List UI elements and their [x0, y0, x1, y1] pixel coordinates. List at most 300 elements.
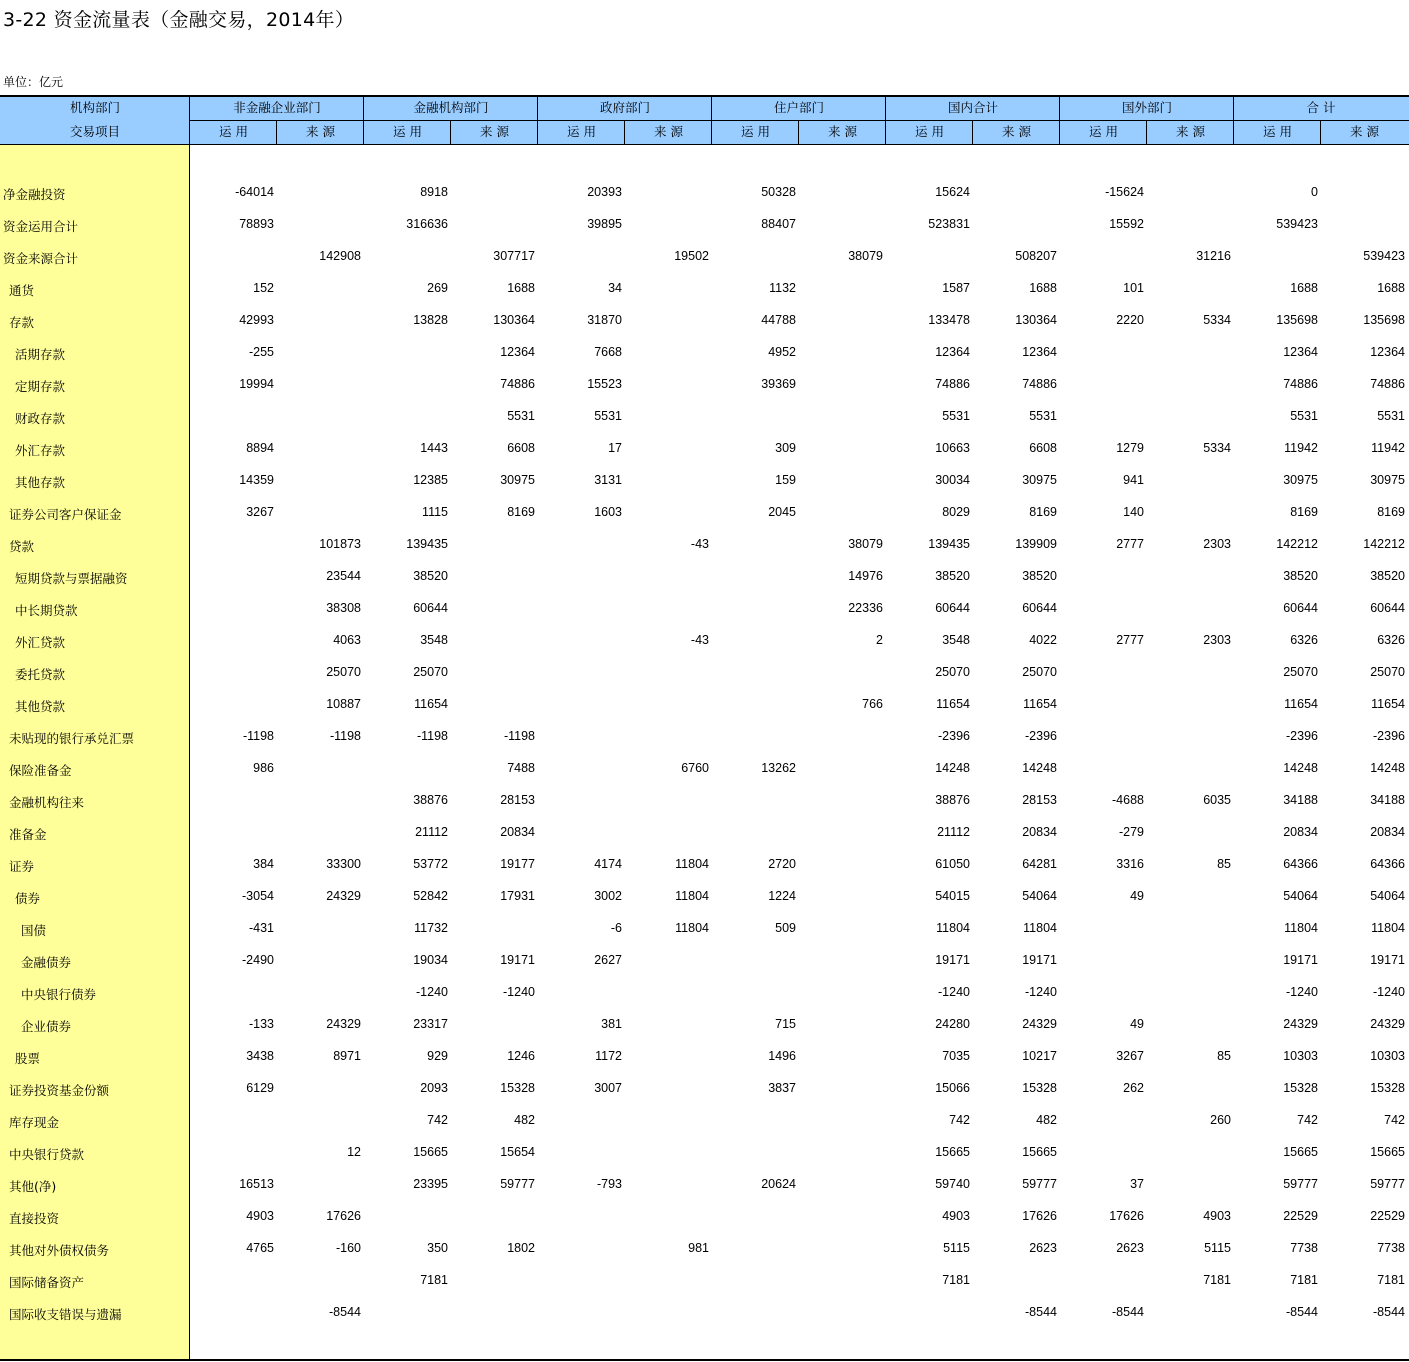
table-cell: 539423	[1276, 217, 1318, 231]
table-cell: 5531	[1290, 409, 1318, 423]
table-cell: -8544	[329, 1305, 361, 1319]
table-row	[0, 849, 1409, 881]
table-cell: 15654	[500, 1145, 535, 1159]
table-cell: 50328	[761, 185, 796, 199]
table-cell: 52842	[413, 889, 448, 903]
table-cell: -8544	[1112, 1305, 1144, 1319]
table-cell: 19171	[1022, 953, 1057, 967]
table-cell: 10303	[1283, 1049, 1318, 1063]
table-cell: 130364	[493, 313, 535, 327]
table-cell: 8971	[333, 1049, 361, 1063]
table-cell: 11942	[1371, 441, 1405, 455]
table-cell: 25070	[935, 665, 970, 679]
table-cell: 19177	[500, 857, 535, 871]
table-cell: 742	[427, 1113, 448, 1127]
table-cell: 74886	[1022, 377, 1057, 391]
table-cell: 4952	[768, 345, 796, 359]
table-cell: 21112	[415, 825, 448, 839]
header-sector: 政府部门	[599, 100, 650, 115]
table-cell: 4022	[1029, 633, 1057, 647]
table-cell: 8918	[420, 185, 448, 199]
table-row	[0, 1105, 1409, 1137]
header-use: 运 用	[1089, 124, 1118, 139]
table-cell: 19171	[1370, 953, 1405, 967]
table-cell: 38520	[935, 569, 970, 583]
header-source: 来 源	[480, 124, 509, 139]
table-row	[0, 881, 1409, 913]
table-cell: 14248	[1022, 761, 1057, 775]
table-cell: 5531	[594, 409, 622, 423]
table-cell: 17	[608, 441, 622, 455]
table-cell: 19994	[239, 377, 274, 391]
header-col-divider	[276, 121, 277, 145]
table-cell: 30975	[1022, 473, 1057, 487]
table-cell: 159	[775, 473, 796, 487]
table-cell: 60644	[1283, 601, 1318, 615]
header-use: 运 用	[219, 124, 248, 139]
table-cell: 38520	[1283, 569, 1318, 583]
table-cell: 11804	[1284, 921, 1318, 935]
table-cell: 17931	[500, 889, 535, 903]
table-cell: 31870	[587, 313, 622, 327]
row-label: 证券公司客户保证金	[9, 507, 122, 522]
table-cell: 74886	[500, 377, 535, 391]
table-cell: 12364	[1283, 345, 1318, 359]
row-label: 资金运用合计	[3, 219, 79, 234]
table-cell: 135698	[1276, 313, 1318, 327]
table-cell: 4765	[246, 1241, 274, 1255]
header-sector-divider	[1233, 97, 1234, 145]
header-sector: 合 计	[1306, 100, 1336, 115]
table-cell: 262	[1123, 1081, 1144, 1095]
header-sector-divider	[363, 97, 364, 145]
table-cell: 12385	[413, 473, 448, 487]
row-label: 财政存款	[15, 411, 66, 426]
table-row	[0, 561, 1409, 593]
table-cell: 74886	[1370, 377, 1405, 391]
table-cell: 38520	[1022, 569, 1057, 583]
table-cell: 59777	[1283, 1177, 1318, 1191]
table-cell: 13262	[761, 761, 796, 775]
row-label: 贷款	[9, 539, 35, 554]
table-cell: 15328	[1283, 1081, 1318, 1095]
table-cell: 88407	[761, 217, 796, 231]
table-cell: 4903	[942, 1209, 970, 1223]
table-cell: 14248	[935, 761, 970, 775]
table-cell: 3002	[594, 889, 622, 903]
table-cell: 3267	[1116, 1049, 1144, 1063]
header-source: 来 源	[654, 124, 683, 139]
table-cell: 6326	[1290, 633, 1318, 647]
table-cell: 25070	[1283, 665, 1318, 679]
header-sector: 国外部门	[1121, 100, 1172, 115]
table-cell: 133478	[928, 313, 970, 327]
table-cell: 11654	[1284, 697, 1318, 711]
row-label: 定期存款	[15, 379, 66, 394]
unit-label: 单位：亿元	[3, 75, 64, 89]
table-cell: 24329	[326, 889, 361, 903]
table-cell: 15328	[500, 1081, 535, 1095]
header-col-divider	[1146, 121, 1147, 145]
table-cell: 34188	[1283, 793, 1318, 807]
table-cell: -1198	[416, 729, 448, 743]
table-cell: 2303	[1203, 633, 1231, 647]
table-row	[0, 273, 1409, 305]
table-cell: -1240	[938, 985, 970, 999]
table-cell: -2490	[242, 953, 274, 967]
header-sector-divider	[189, 97, 190, 145]
table-cell: 22336	[848, 601, 883, 615]
table-row	[0, 1041, 1409, 1073]
table-cell: 2	[876, 633, 883, 647]
table-cell: 1443	[420, 441, 448, 455]
table-cell: 140	[1123, 505, 1144, 519]
table-cell: 1496	[768, 1049, 796, 1063]
table-cell: 59777	[500, 1177, 535, 1191]
table-row	[0, 913, 1409, 945]
table-cell: 539423	[1363, 249, 1405, 263]
header-sector: 金融机构部门	[413, 100, 489, 115]
table-cell: 12364	[500, 345, 535, 359]
table-cell: -2396	[1373, 729, 1405, 743]
table-cell: 12364	[1370, 345, 1405, 359]
table-cell: 139435	[928, 537, 970, 551]
table-cell: 142212	[1363, 537, 1405, 551]
table-row	[0, 1297, 1409, 1329]
table-cell: -6	[610, 921, 622, 935]
table-cell: -43	[690, 537, 709, 551]
table-cell: 1688	[1377, 281, 1405, 295]
table-cell: 59777	[1022, 1177, 1057, 1191]
table-cell: 20834	[1022, 825, 1057, 839]
table-cell: 6326	[1377, 633, 1405, 647]
table-cell: 139435	[406, 537, 448, 551]
table-cell: 7181	[942, 1273, 970, 1287]
table-row	[0, 817, 1409, 849]
table-cell: 2627	[594, 953, 622, 967]
table-cell: 1224	[768, 889, 796, 903]
table-cell: 12	[347, 1145, 361, 1159]
table-cell: 7181	[1377, 1273, 1405, 1287]
table-cell: 3007	[594, 1081, 622, 1095]
table-row	[0, 625, 1409, 657]
header-col-divider	[450, 121, 451, 145]
table-cell: 64281	[1022, 857, 1057, 871]
table-cell: 130364	[1015, 313, 1057, 327]
table-cell: 15328	[1022, 1081, 1057, 1095]
table-cell: 1172	[595, 1049, 622, 1063]
table-cell: 1802	[507, 1241, 535, 1255]
table-cell: -2396	[938, 729, 970, 743]
table-cell: 10663	[935, 441, 970, 455]
row-label: 中央银行债券	[21, 987, 97, 1002]
row-label: 证券	[9, 859, 35, 874]
table-row	[0, 593, 1409, 625]
table-cell: 24329	[1370, 1017, 1405, 1031]
table-cell: 14248	[1370, 761, 1405, 775]
table-cell: 4903	[246, 1209, 274, 1223]
table-cell: 74886	[1283, 377, 1318, 391]
table-cell: 742	[1384, 1113, 1405, 1127]
table-cell: 3548	[420, 633, 448, 647]
table-cell: -279	[1118, 825, 1144, 839]
table-row	[0, 721, 1409, 753]
row-label: 国际收支错误与遗漏	[9, 1307, 122, 1322]
table-cell: 1246	[507, 1049, 535, 1063]
table-cell: 742	[949, 1113, 970, 1127]
table-cell: 30975	[500, 473, 535, 487]
table-cell: -133	[248, 1017, 274, 1031]
table-cell: 6608	[507, 441, 535, 455]
header-source: 来 源	[1176, 124, 1205, 139]
header-sector-divider	[1059, 97, 1060, 145]
row-label: 其他(净)	[9, 1179, 57, 1194]
table-cell: 7738	[1290, 1241, 1318, 1255]
table-cell: 11732	[414, 921, 448, 935]
table-cell: 10217	[1022, 1049, 1057, 1063]
table-cell: 5115	[943, 1241, 970, 1255]
table-cell: 742	[1297, 1113, 1318, 1127]
table-cell: 8169	[1029, 505, 1057, 519]
row-label: 股票	[15, 1051, 41, 1066]
table-cell: 17626	[326, 1209, 361, 1223]
header-use: 运 用	[915, 124, 944, 139]
table-cell: 5531	[942, 409, 970, 423]
header-use: 运 用	[1263, 124, 1292, 139]
table-cell: 11654	[936, 697, 970, 711]
header-source: 来 源	[828, 124, 857, 139]
row-label: 外汇存款	[15, 443, 66, 458]
table-cell: 11804	[675, 857, 709, 871]
header-sector-divider	[537, 97, 538, 145]
table-cell: 10303	[1370, 1049, 1405, 1063]
table-cell: 5115	[1204, 1241, 1231, 1255]
table-cell: 101	[1123, 281, 1144, 295]
table-cell: 34	[608, 281, 622, 295]
table-cell: 316636	[406, 217, 448, 231]
table-row	[0, 401, 1409, 433]
table-cell: 15665	[1283, 1145, 1318, 1159]
table-cell: 38520	[413, 569, 448, 583]
table-cell: 3131	[594, 473, 622, 487]
row-label: 短期贷款与票据融资	[15, 571, 128, 586]
table-cell: 20834	[1370, 825, 1405, 839]
table-cell: 4903	[1203, 1209, 1231, 1223]
header-col-divider	[798, 121, 799, 145]
table-cell: -1240	[1286, 985, 1318, 999]
header-use: 运 用	[741, 124, 770, 139]
table-cell: 15665	[1370, 1145, 1405, 1159]
table-cell: 766	[862, 697, 883, 711]
table-cell: 6608	[1029, 441, 1057, 455]
header-sector: 住户部门	[773, 100, 824, 115]
table-cell: 14976	[848, 569, 883, 583]
table-row	[0, 1137, 1409, 1169]
table-cell: 24329	[326, 1017, 361, 1031]
table-cell: 1279	[1116, 441, 1144, 455]
row-label: 库存现金	[9, 1115, 60, 1130]
table-row	[0, 1265, 1409, 1297]
table-cell: 2220	[1116, 313, 1144, 327]
header-use: 运 用	[393, 124, 422, 139]
table-cell: 19171	[935, 953, 970, 967]
table-cell: 269	[427, 281, 448, 295]
table-cell: 3267	[246, 505, 274, 519]
table-cell: 4063	[333, 633, 361, 647]
table-cell: 19034	[413, 953, 448, 967]
table-row	[0, 529, 1409, 561]
table-cell: 20834	[500, 825, 535, 839]
table-cell: 10887	[326, 697, 361, 711]
table-cell: 37	[1130, 1177, 1144, 1191]
table-row	[0, 497, 1409, 529]
table-cell: 142908	[319, 249, 361, 263]
table-cell: 25070	[1022, 665, 1057, 679]
table-cell: 16513	[239, 1177, 274, 1191]
row-label: 未贴现的银行承兑汇票	[9, 731, 135, 746]
table-cell: 23544	[326, 569, 361, 583]
table-cell: -1240	[503, 985, 535, 999]
table-cell: -15624	[1105, 185, 1144, 199]
header-use: 运 用	[567, 124, 596, 139]
table-cell: -160	[335, 1241, 361, 1255]
table-cell: 74886	[935, 377, 970, 391]
table-cell: 8169	[1377, 505, 1405, 519]
table-row	[0, 177, 1409, 209]
table-cell: 21112	[937, 825, 970, 839]
table-cell: 101873	[319, 537, 361, 551]
table-cell: 12364	[1022, 345, 1057, 359]
table-cell: 260	[1210, 1113, 1231, 1127]
table-cell: 17626	[1022, 1209, 1057, 1223]
table-cell: 7035	[942, 1049, 970, 1063]
table-cell: 2045	[768, 505, 796, 519]
table-cell: 3316	[1116, 857, 1144, 871]
table-cell: 39369	[761, 377, 796, 391]
header-sector: 非金融企业部门	[233, 100, 321, 115]
table-row	[0, 1169, 1409, 1201]
table-cell: 1688	[1029, 281, 1057, 295]
table-cell: 19171	[1283, 953, 1318, 967]
table-cell: 28153	[500, 793, 535, 807]
header-row-divider	[190, 120, 1409, 121]
table-cell: 60644	[1370, 601, 1405, 615]
table-cell: 1115	[422, 505, 448, 519]
row-label: 通货	[9, 283, 35, 298]
table-cell: 15624	[935, 185, 970, 199]
table-cell: 6129	[246, 1081, 274, 1095]
table-cell: 7738	[1377, 1241, 1405, 1255]
row-label: 存款	[9, 315, 35, 330]
table-cell: 22529	[1283, 1209, 1318, 1223]
table-cell: 5531	[1029, 409, 1057, 423]
table-cell: -1198	[503, 729, 535, 743]
table-cell: 61050	[935, 857, 970, 871]
table-row	[0, 657, 1409, 689]
table-cell: 14359	[239, 473, 274, 487]
table-cell: 42993	[239, 313, 274, 327]
table-cell: 60644	[413, 601, 448, 615]
table-cell: 15523	[587, 377, 622, 391]
table-cell: 2777	[1116, 633, 1144, 647]
table-row	[0, 209, 1409, 241]
table-cell: 24329	[1022, 1017, 1057, 1031]
table-cell: 508207	[1015, 249, 1057, 263]
table-cell: 1132	[769, 281, 796, 295]
table-cell: 0	[1311, 185, 1318, 199]
table-cell: 523831	[928, 217, 970, 231]
row-label: 其他对外债权债务	[9, 1243, 110, 1258]
table-cell: 7181	[1290, 1273, 1318, 1287]
table-cell: 3548	[942, 633, 970, 647]
table-cell: 981	[688, 1241, 709, 1255]
table-cell: 25070	[413, 665, 448, 679]
table-cell: 5531	[1377, 409, 1405, 423]
table-row	[0, 1201, 1409, 1233]
table-cell: -64014	[235, 185, 274, 199]
table-cell: 33300	[326, 857, 361, 871]
row-label: 净金融投资	[3, 187, 66, 202]
table-row	[0, 785, 1409, 817]
header-source: 来 源	[1350, 124, 1379, 139]
table-cell: 11804	[936, 921, 970, 935]
table-cell: -8544	[1286, 1305, 1318, 1319]
table-cell: 64366	[1283, 857, 1318, 871]
header-source: 来 源	[1002, 124, 1031, 139]
header-col-divider	[1320, 121, 1321, 145]
header-item-label: 交易项目	[69, 124, 120, 139]
table-cell: 17626	[1109, 1209, 1144, 1223]
table-cell: 307717	[493, 249, 535, 263]
table-cell: 8169	[507, 505, 535, 519]
table-cell: 28153	[1022, 793, 1057, 807]
table-cell: 11804	[1023, 921, 1057, 935]
table-cell: 482	[1036, 1113, 1057, 1127]
table-row	[0, 977, 1409, 1009]
table-cell: 509	[775, 921, 796, 935]
table-cell: -1198	[242, 729, 274, 743]
table-cell: 31216	[1196, 249, 1231, 263]
header-col-divider	[972, 121, 973, 145]
table-cell: 85	[1217, 857, 1231, 871]
row-label: 国债	[21, 923, 47, 938]
table-cell: 986	[253, 761, 274, 775]
table-cell: 24280	[935, 1017, 970, 1031]
table-cell: 23317	[413, 1017, 448, 1031]
table-cell: 2623	[1116, 1241, 1144, 1255]
table-cell: 135698	[1363, 313, 1405, 327]
row-label: 其他贷款	[15, 699, 66, 714]
table-cell: 6760	[681, 761, 709, 775]
table-row	[0, 337, 1409, 369]
table-cell: 38520	[1370, 569, 1405, 583]
table-cell: 59740	[935, 1177, 970, 1191]
table-row	[0, 1233, 1409, 1265]
table-row	[0, 1073, 1409, 1105]
table-cell: -8544	[1025, 1305, 1057, 1319]
row-label: 金融债券	[21, 955, 72, 970]
table-cell: 152	[253, 281, 274, 295]
table-cell: 30034	[935, 473, 970, 487]
table-cell: 15066	[935, 1081, 970, 1095]
table-cell: 8894	[246, 441, 274, 455]
table-cell: -255	[248, 345, 274, 359]
table-cell: 20834	[1283, 825, 1318, 839]
table-cell: 941	[1123, 473, 1144, 487]
table-cell: -2396	[1286, 729, 1318, 743]
header-sector: 国内合计	[947, 100, 998, 115]
row-label: 中长期贷款	[15, 603, 78, 618]
